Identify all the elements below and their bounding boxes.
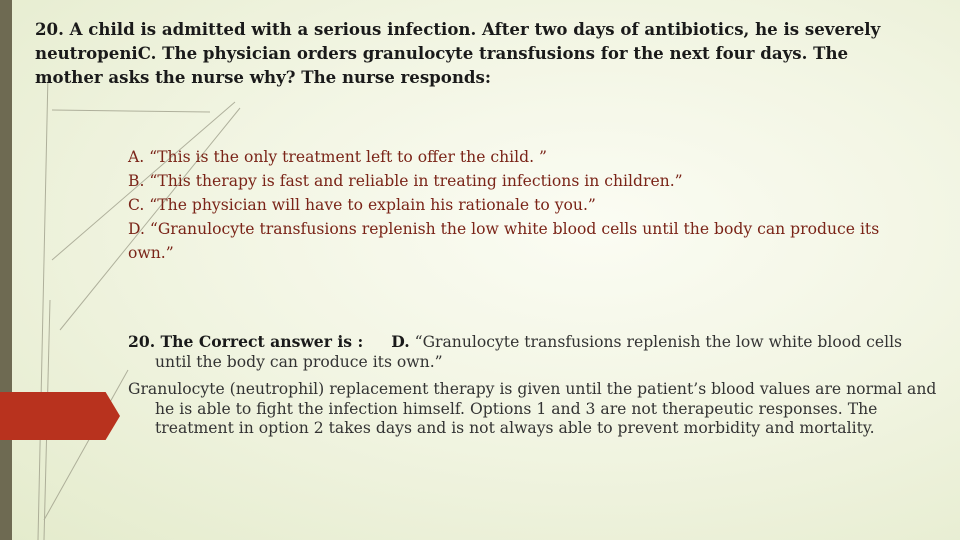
red-arrow-shape xyxy=(0,392,120,440)
option-a: A. “This is the only treatment left to offer the child. ” xyxy=(128,148,547,166)
option-d: D. “Granulocyte transfusions replenish the low white blood cells until the body can produce its own.” xyxy=(128,220,880,262)
correct-answer-line xyxy=(128,332,938,372)
answer-block xyxy=(128,332,938,447)
options-list xyxy=(128,145,888,265)
correct-answer-label: 20. The Correct answer is : xyxy=(128,332,364,351)
correct-answer-letter: D. xyxy=(391,332,410,351)
option-b: B. “This therapy is fast and reliable in treating infections in children.” xyxy=(128,172,683,190)
option-c: C. “The physician will have to explain his rationale to you.” xyxy=(128,196,596,214)
rationale-text: Granulocyte (neutrophil) replacement therapy is given until the patient’s blood values are normal and he is able to fight the infection himself. Options 1 and 3 are not therapeutic responses. The treatment in option 2 takes days and is not always able to prevent morbidity and mortality. xyxy=(128,380,937,437)
question-text: 20. A child is admitted with a serious infection. After two days of antibiotics, he is severely neutropeniC. The physician orders granulocyte transfusions for the next four days. The mother asks the nurse why? The nurse responds: xyxy=(35,19,881,87)
correct-answer-text: “Granulocyte transfusions replenish the low white blood cells until the body can produce its own.” xyxy=(155,333,903,371)
